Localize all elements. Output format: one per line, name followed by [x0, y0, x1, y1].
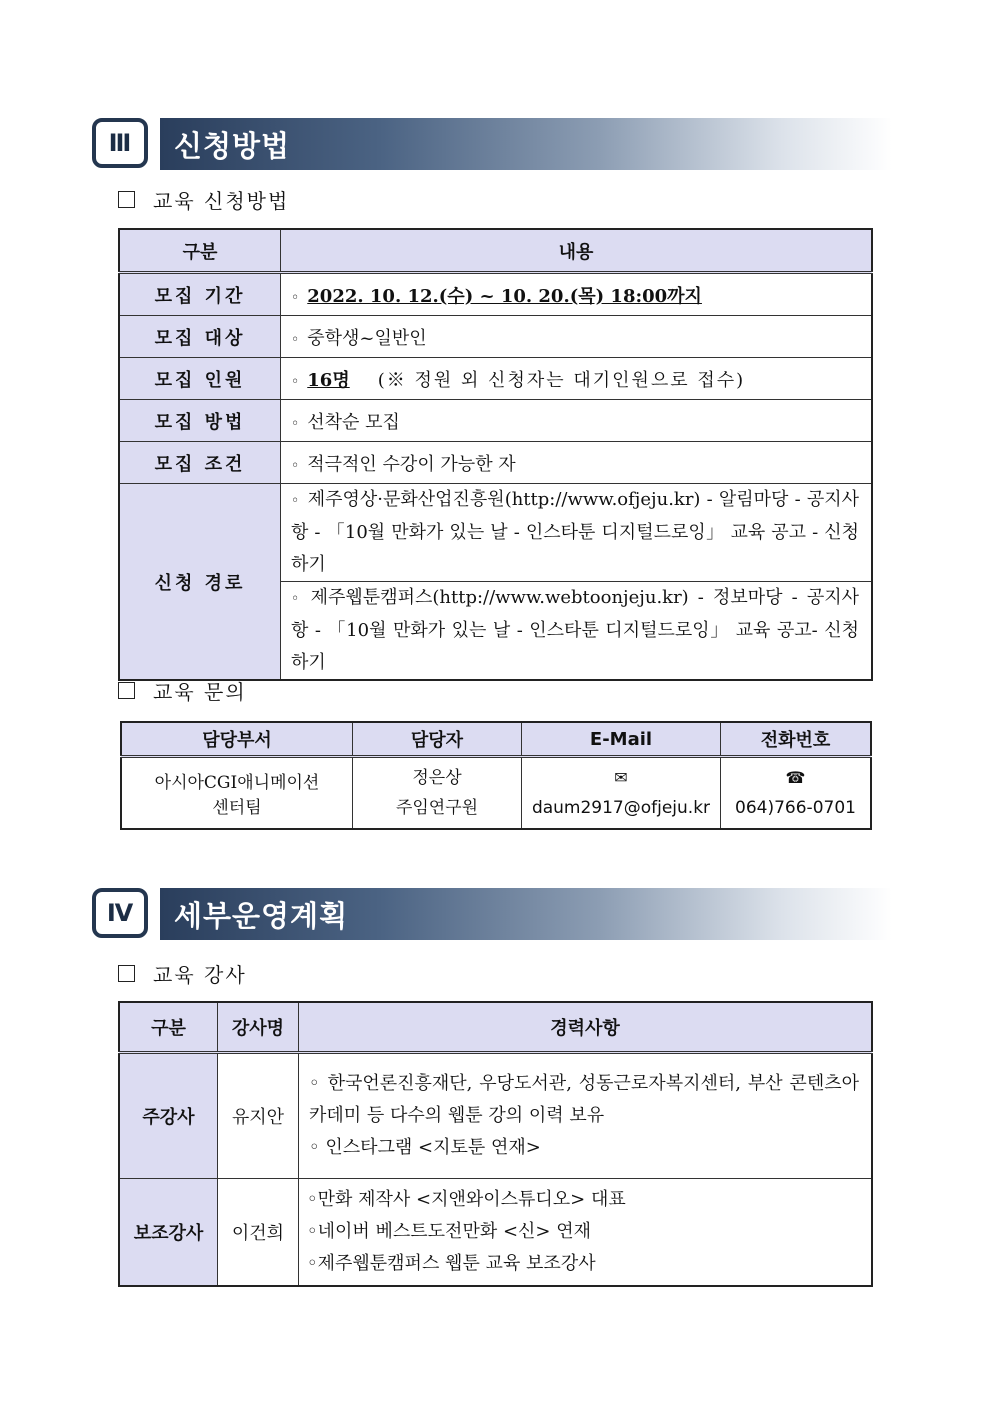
header-career: 경력사항	[299, 1002, 873, 1053]
section-title: 세부운영계획	[174, 898, 349, 933]
table-row	[119, 400, 872, 442]
header-category: 구분	[119, 229, 281, 273]
table-row	[119, 358, 872, 400]
row-value: ◦ 16명 (※ 정원 외 신청자는 대기인원으로 접수)	[281, 358, 873, 400]
role-cell: 주강사	[119, 1053, 218, 1179]
row-label: 모집 조건	[119, 442, 281, 484]
apply-table	[118, 228, 873, 681]
recruit-target: 중학생~일반인	[307, 327, 427, 349]
route-item: ◦ 제주웹툰캠퍼스(http://www.webtoonjeju.kr) - 정보마당 - 공지사항 - 「10월 만화가 있는 날 - 인스타툰 디지털드로잉」 교육 공고- 신청하기	[281, 582, 873, 681]
table-row	[119, 273, 872, 316]
person-cell: 정은상 주임연구원	[353, 757, 522, 830]
name-cell: 유지안	[218, 1053, 299, 1179]
career-cell: ◦만화 제작사 <지앤와이스튜디오> 대표 ◦네이버 베스트도전만화 <신> 연재 ◦제주웹툰캠퍼스 웹툰 교육 보조강사	[299, 1179, 873, 1287]
recruit-note: (※ 정원 외 신청자는 대기인원으로 접수)	[377, 369, 746, 391]
row-value: ◦ 2022. 10. 12.(수) ~ 10. 20.(목) 18:00까지	[281, 273, 873, 316]
row-value: ◦ 적극적인 수강이 가능한 자	[281, 442, 873, 484]
subheading-instructors	[118, 959, 247, 988]
header-content: 내용	[281, 229, 873, 273]
header-dept: 담당부서	[121, 722, 353, 757]
header-phone: 전화번호	[721, 722, 872, 757]
career-cell: ◦ 한국언론진흥재단, 우당도서관, 성동근로자복지센터, 부산 콘텐츠아카데미 등 다수의 웹툰 강의 이력 보유 ◦ 인스타그램 <지토툰 연재>	[299, 1053, 873, 1179]
row-value: ◦ 선착순 모집	[281, 400, 873, 442]
header-name: 강사명	[218, 1002, 299, 1053]
subheading-text: 교육 강사	[153, 963, 247, 987]
table-row	[121, 757, 871, 830]
row-label: 모집 대상	[119, 316, 281, 358]
subheading-inquiry	[118, 676, 247, 705]
header-person: 담당자	[353, 722, 522, 757]
row-value: ◦ 중학생~일반인	[281, 316, 873, 358]
name-cell: 이건희	[218, 1179, 299, 1287]
section-title-bar	[160, 888, 892, 940]
table-row	[119, 442, 872, 484]
section-title: 신청방법	[174, 128, 291, 163]
checkbox-icon	[118, 965, 135, 982]
checkbox-icon	[118, 682, 135, 699]
section-header-3	[92, 118, 892, 174]
instructor-table	[118, 1001, 873, 1287]
route-item: ◦ 제주영상·문화산업진흥원(http://www.ofjeju.kr) - 알림마당 - 공지사항 - 「10월 만화가 있는 날 - 인스타툰 디지털드로잉」 교육 공고 - 신청하기	[281, 484, 873, 582]
recruit-method: 선착순 모집	[307, 411, 400, 433]
row-label: 신청 경로	[119, 484, 281, 681]
phone-cell	[721, 757, 872, 830]
email-cell	[522, 757, 721, 830]
subheading-text: 교육 신청방법	[153, 189, 290, 213]
section-header-4	[92, 888, 892, 944]
section-number: Ⅳ	[92, 888, 148, 938]
section-title-bar	[160, 118, 892, 170]
role-cell: 보조강사	[119, 1179, 218, 1287]
subheading-apply-method	[118, 185, 289, 214]
table-row	[119, 1053, 872, 1179]
phone-number: 064)766-0701	[735, 798, 856, 818]
table-row	[119, 1179, 872, 1287]
recruit-period: 2022. 10. 12.(수) ~ 10. 20.(목) 18:00까지	[307, 285, 702, 307]
row-label: 모집 기간	[119, 273, 281, 316]
row-label: 모집 방법	[119, 400, 281, 442]
header-category: 구분	[119, 1002, 218, 1053]
table-row	[119, 484, 872, 582]
checkbox-icon	[118, 191, 135, 208]
table-row	[119, 316, 872, 358]
header-email: E-Mail	[522, 722, 721, 757]
recruit-count: 16명	[307, 369, 350, 391]
recruit-condition: 적극적인 수강이 가능한 자	[307, 453, 516, 475]
email-link[interactable]: daum2917@ofjeju.kr	[531, 798, 711, 818]
contact-table	[120, 721, 872, 830]
subheading-text: 교육 문의	[153, 680, 247, 704]
row-label: 모집 인원	[119, 358, 281, 400]
dept-cell: 아시아CGI애니메이션 센터팀	[121, 757, 353, 830]
envelope-icon: ✉	[614, 768, 628, 787]
section-number: Ⅲ	[92, 118, 148, 168]
phone-icon: ☎	[785, 768, 806, 787]
